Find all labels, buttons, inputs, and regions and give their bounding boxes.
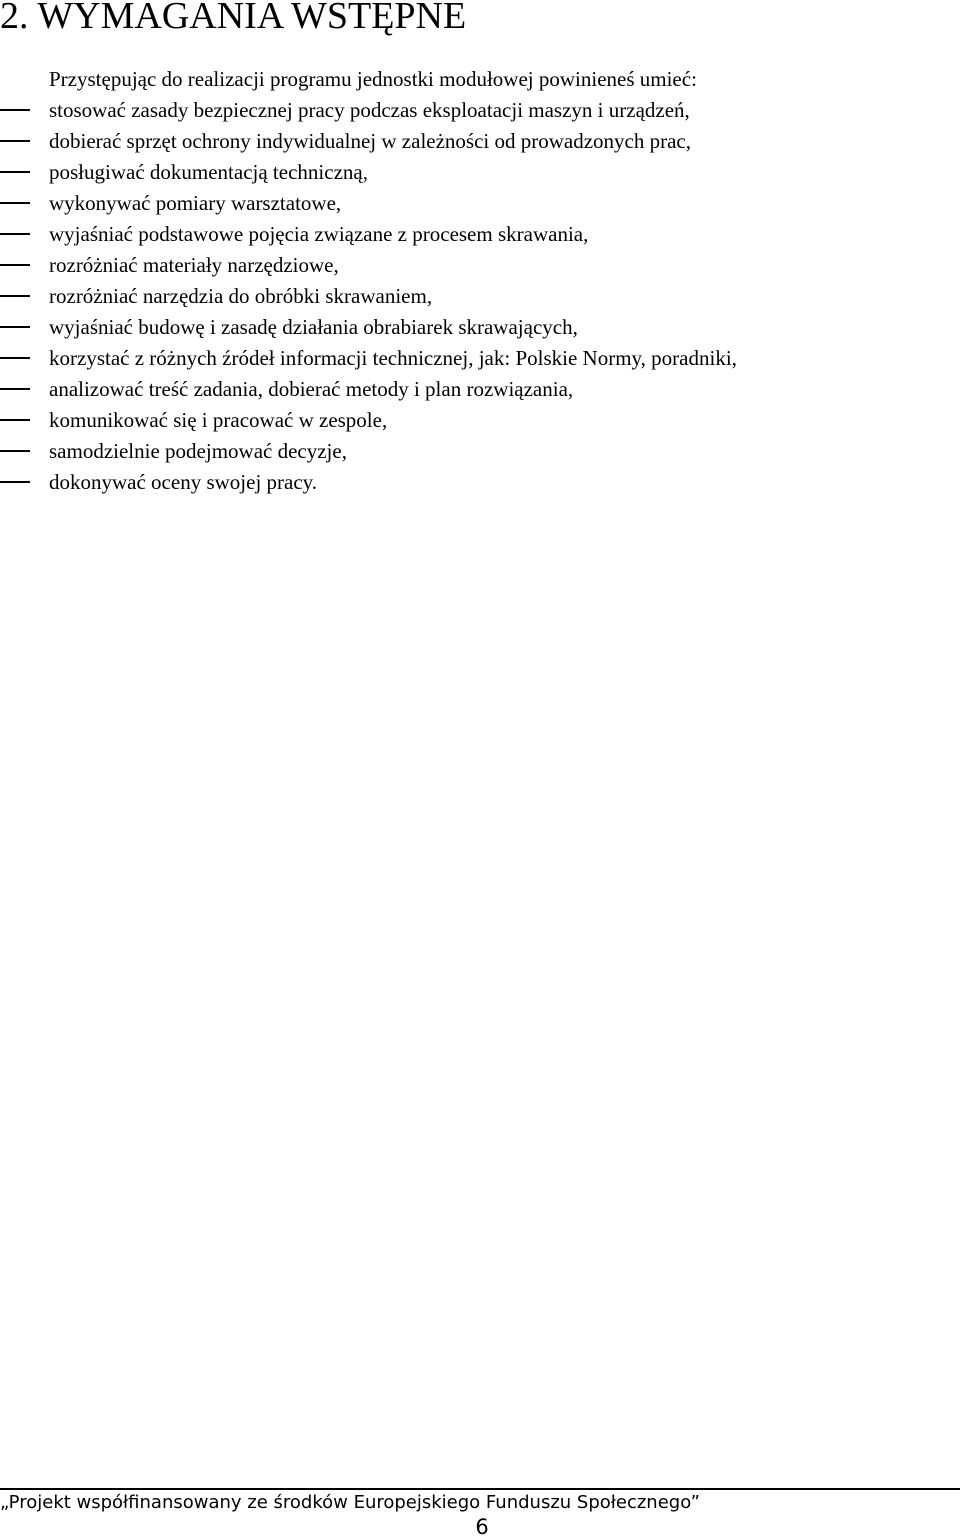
dash-bullet-icon: [0, 343, 30, 374]
list-item-text: wyjaśniać budowę i zasadę działania obrabiarek skrawających,: [49, 315, 578, 339]
list-item-text: posługiwać dokumentacją techniczną,: [49, 160, 368, 184]
dash-bullet-icon: [0, 312, 30, 343]
intro-paragraph: Przystępując do realizacji programu jednostki modułowej powinieneś umieć:: [49, 67, 697, 91]
list-item-text: wyjaśniać podstawowe pojęcia związane z procesem skrawania,: [49, 222, 589, 246]
dash-bullet-icon: [0, 157, 30, 188]
dash-bullet-icon: [0, 95, 30, 126]
dash-bullet-icon: [0, 467, 30, 498]
list-item-text: samodzielnie podejmować decyzje,: [49, 439, 347, 463]
list-item-text: dokonywać oceny swojej pracy.: [49, 470, 318, 494]
list-item-text: rozróżniać materiały narzędziowe,: [49, 253, 339, 277]
list-item-text: analizować treść zadania, dobierać metody i plan rozwiązania,: [49, 377, 574, 401]
page-number: 6: [475, 1515, 489, 1539]
dash-bullet-icon: [0, 281, 30, 312]
dash-bullet-icon: [0, 405, 30, 436]
dash-bullet-icon: [0, 219, 30, 250]
list-item-text: korzystać z różnych źródeł informacji technicznej, jak: Polskie Normy, poradniki,: [49, 346, 737, 370]
list-item-text: stosować zasady bezpiecznej pracy podczas eksploatacji maszyn i urządzeń,: [49, 98, 690, 122]
list-item-text: rozróżniać narzędzia do obróbki skrawaniem,: [49, 284, 433, 308]
footer-funding-note: „Projekt współfinansowany ze środków Europejskiego Funduszu Społecznego”: [0, 1492, 700, 1513]
list-item-text: komunikować się i pracować w zespole,: [49, 408, 388, 432]
dash-bullet-icon: [0, 374, 30, 405]
dash-bullet-icon: [0, 126, 30, 157]
list-item-text: wykonywać pomiary warsztatowe,: [49, 191, 342, 215]
dash-bullet-icon: [0, 188, 30, 219]
list-item-text: dobierać sprzęt ochrony indywidualnej w zależności od prowadzonych prac,: [49, 129, 692, 153]
dash-bullet-icon: [0, 250, 30, 281]
section-heading: 2. WYMAGANIA WSTĘPNE: [0, 0, 467, 37]
footer-divider: [0, 1488, 960, 1490]
dash-bullet-icon: [0, 436, 30, 467]
